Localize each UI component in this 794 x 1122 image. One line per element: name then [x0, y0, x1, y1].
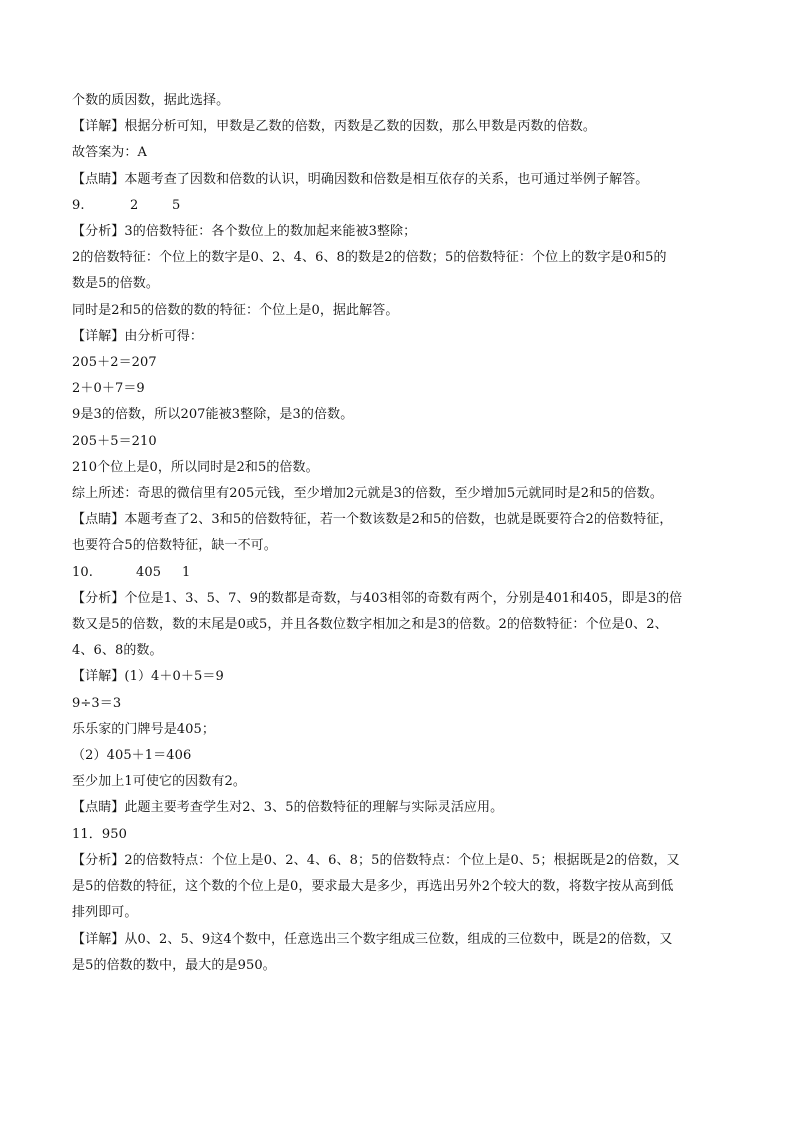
question-9-answer-line: [72, 193, 212, 219]
question-10-answer-line: [72, 560, 222, 586]
text-line: 排列即可。: [72, 905, 138, 921]
text-line: 乐乐家的门牌号是405；: [72, 721, 216, 737]
text-line: 2的倍数特征：个位上的数字是0、2、4、6、8的数是2的倍数；5的倍数特征：个位上的数字是0和5的: [72, 250, 667, 266]
text-line: （2）405＋1＝406: [72, 748, 192, 764]
answer-blank-1: 405: [136, 564, 162, 580]
text-line: 【详解】根据分析可知，甲数是乙数的倍数，丙数是乙数的因数，那么甲数是丙数的倍数。: [72, 119, 597, 135]
text-line: 【详解】从0、2、5、9这4个数中，任意选出三个数字组成三位数，组成的三位数中，既是2的倍数，又: [72, 931, 673, 947]
answer-blank-1: 2: [130, 197, 139, 213]
text-line: 205＋2＝207: [72, 355, 157, 371]
text-line: 数又是5的倍数，数的末尾是0或5，并且各数位数字相加之和是3的倍数。2的倍数特征：个位是0、2、: [72, 617, 668, 633]
text-line: 【点睛】此题主要考查学生对2、3、5的倍数特征的理解与实际灵活应用。: [72, 800, 504, 816]
answer-blank-2: 5: [172, 197, 181, 213]
text-line: 【分析】2的倍数特点：个位上是0、2、4、6、8；5的倍数特点：个位上是0、5；根据既是2的倍数，又: [72, 852, 680, 868]
text-line: 【点睛】本题考查了因数和倍数的认识，明确因数和倍数是相互依存的关系，也可通过举例子解答。: [72, 171, 649, 187]
text-line: 是5的倍数的特征，这个数的个位上是0，要求最大是多少，再选出另外2个较大的数，将数字按从高到低: [72, 879, 674, 895]
question-number: 10.: [72, 564, 93, 580]
text-line: 故答案为：A: [72, 145, 147, 161]
answer-blank-2: 1: [182, 564, 191, 580]
question-number: 9.: [72, 197, 85, 213]
text-line: 11．950: [72, 826, 127, 842]
text-line: 9是3的倍数，所以207能被3整除，是3的倍数。: [72, 407, 354, 423]
text-line: 是5的倍数的数中，最大的是950。: [72, 957, 276, 973]
text-line: 也要符合5的倍数特征，缺一不可。: [72, 538, 277, 554]
text-line: 205＋5＝210: [72, 433, 157, 449]
text-line: 至少加上1可使它的因数有2。: [72, 774, 246, 790]
text-line: 4、6、8的数。: [72, 643, 163, 659]
text-line: 【点睛】本题考查了2、3和5的倍数特征，若一个数该数是2和5的倍数，也就是既要符合2的倍数特征，: [72, 512, 673, 528]
document-page: [72, 88, 732, 979]
text-line: 【详解】由分析可得：: [72, 328, 204, 344]
text-line: 210个位上是0，所以同时是2和5的倍数。: [72, 459, 319, 475]
text-line: 9÷3＝3: [72, 695, 122, 711]
text-line: 【分析】个位是1、3、5、7、9的数都是奇数，与403相邻的奇数有两个，分别是401和405，即是3的倍: [72, 590, 683, 606]
text-line: 【分析】3的倍数特征：各个数位上的数加起来能被3整除；: [72, 224, 417, 240]
text-line: 个数的质因数，据此选择。: [72, 93, 230, 108]
text-line: 综上所述：奇思的微信里有205元钱，至少增加2元就是3的倍数，至少增加5元就同时是2和5的倍数。: [72, 486, 663, 502]
text-line: 数是5的倍数。: [72, 276, 159, 292]
text-line: 【详解】(1）4＋0＋5＝9: [72, 669, 224, 685]
text-line: 同时是2和5的倍数的数的特征：个位上是0，据此解答。: [72, 302, 399, 318]
text-line: 2＋0＋7＝9: [72, 381, 145, 397]
